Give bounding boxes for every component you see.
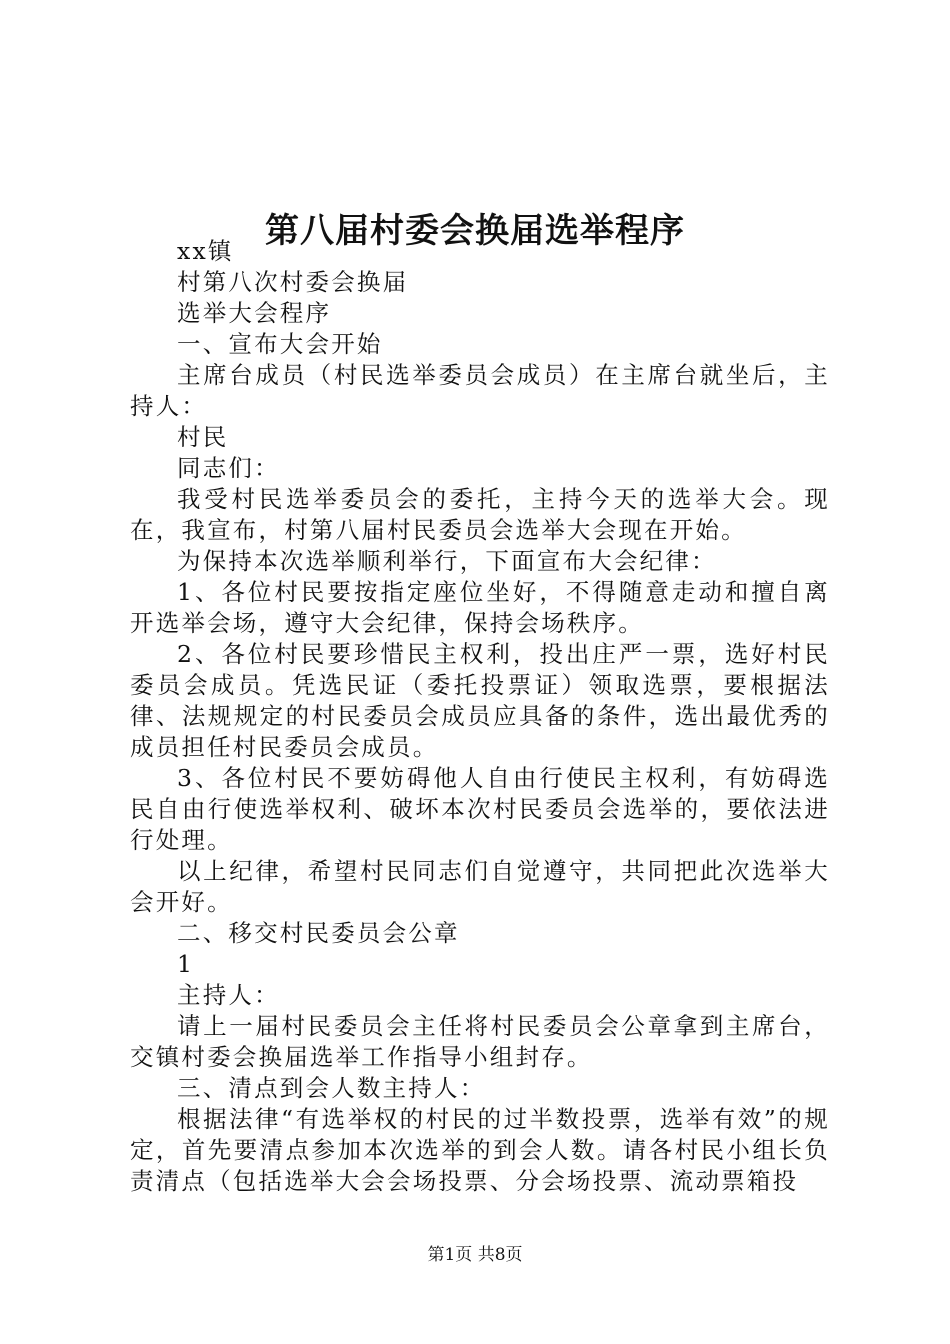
paragraph: 为保持本次选举顺利举行，下面宣布大会纪律： bbox=[177, 547, 717, 575]
paragraph: 主席台成员（村民选举委员会成员）在主席台就坐后，主持人： bbox=[130, 361, 830, 420]
paragraph: 以上纪律，希望村民同志们自觉遵守，共同把此次选举大会开好。 bbox=[130, 857, 830, 916]
paragraph: 主持人： bbox=[177, 981, 280, 1009]
paragraph: 村民 bbox=[177, 423, 229, 451]
rule-item: 3、各位村民不要妨碍他人自由行使民主权利，有妨碍选民自由行使选举权利、破坏本次村民委员会选举的，要依法进行处理。 bbox=[130, 764, 830, 854]
document-title: 第八届村委会换届选举程序 bbox=[265, 210, 685, 251]
section-heading: 三、清点到会人数主持人： bbox=[177, 1074, 486, 1102]
paragraph: xx镇 bbox=[177, 237, 234, 265]
paragraph: 请上一届村民委员会主任将村民委员会公章拿到主席台，交镇村委会换届选举工作指导小组封存。 bbox=[130, 1012, 830, 1071]
section-heading: 一、宣布大会开始 bbox=[177, 330, 383, 358]
paragraph: 选举大会程序 bbox=[177, 299, 332, 327]
paragraph: 我受村民选举委员会的委托，主持今天的选举大会。现在，我宣布，村第八届村民委员会选举大会现在开始。 bbox=[130, 485, 830, 544]
paragraph: 根据法律“有选举权的村民的过半数投票，选举有效”的规定，首先要清点参加本次选举的到会人数。请各村民小组长负责清点（包括选举大会会场投票、分会场投票、流动票箱投 bbox=[130, 1105, 830, 1195]
rule-item: 2、各位村民要珍惜民主权利，投出庄严一票，选好村民委员会成员。凭选民证（委托投票证）领取选票，要根据法律、法规规定的村民委员会成员应具备的条件，选出最优秀的成员担任村民委员会成员。 bbox=[130, 640, 830, 761]
rule-item: 1、各位村民要按指定座位坐好，不得随意走动和擅自离开选举会场，遵守大会纪律，保持会场秩序。 bbox=[130, 578, 830, 637]
section-heading: 二、移交村民委员会公章 bbox=[177, 919, 460, 947]
paragraph: 1 bbox=[177, 950, 195, 978]
paragraph: 村第八次村委会换届 bbox=[177, 268, 409, 296]
document-body bbox=[130, 236, 830, 1197]
paragraph: 同志们： bbox=[177, 454, 280, 482]
page-number: 第1页 共8页 bbox=[427, 1245, 523, 1265]
